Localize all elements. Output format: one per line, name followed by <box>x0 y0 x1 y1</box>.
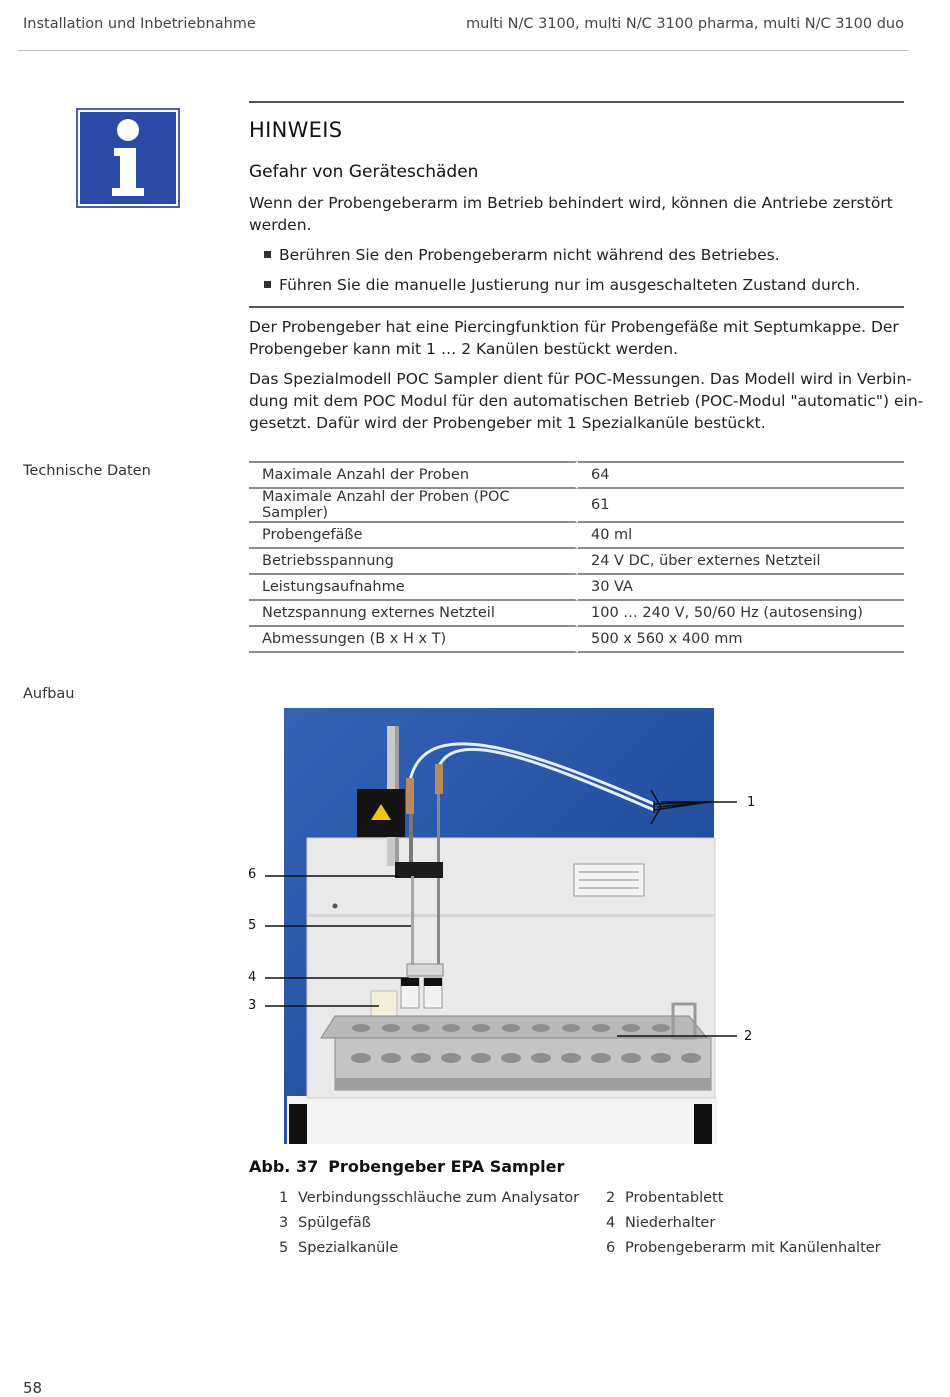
spec-key: Probengefäße <box>249 523 578 549</box>
legend-text-6: Probengeberarm mit Kanülenhalter <box>625 1240 881 1256</box>
spec-value: 24 V DC, über externes Netzteil <box>578 549 904 575</box>
legend-num-3: 3 <box>279 1215 289 1231</box>
spec-key: Maximale Anzahl der Proben <box>249 461 578 489</box>
callout-2: 2 <box>744 1029 753 1044</box>
sampler-photo <box>249 686 752 1144</box>
page-number: 58 <box>23 1379 43 1397</box>
notice-bullet-1: Berühren Sie den Probengeberarm nicht während des Betriebes. <box>264 246 780 264</box>
legend-num-1: 1 <box>279 1190 289 1206</box>
notice-title: HINWEIS <box>249 118 343 142</box>
spec-value: 64 <box>578 461 904 489</box>
table-row <box>249 627 904 653</box>
callout-1: 1 <box>747 795 756 810</box>
spec-key: Leistungsaufnahme <box>249 575 578 601</box>
legend-text-1: Verbindungsschläuche zum Analysator <box>298 1190 580 1206</box>
legend-text-5: Spezialkanüle <box>298 1240 399 1256</box>
notice-bottom-rule <box>249 306 904 308</box>
callout-6: 6 <box>248 867 257 882</box>
notice-bullet-2: Führen Sie die manuelle Justierung nur im ausgeschalteten Zustand durch. <box>264 276 860 294</box>
spec-value: 61 <box>578 489 904 523</box>
spec-key: Abmessungen (B x H x T) <box>249 627 578 653</box>
running-header-right: multi N/C 3100, multi N/C 3100 pharma, multi N/C 3100 duo <box>465 16 904 32</box>
figure-caption <box>249 1157 564 1176</box>
spec-value: 40 ml <box>578 523 904 549</box>
spec-value: 500 x 560 x 400 mm <box>578 627 904 653</box>
header-divider <box>18 50 908 51</box>
spec-key: Maximale Anzahl der Proben (POC Sampler) <box>249 489 578 523</box>
callout-4: 4 <box>248 970 257 985</box>
paragraph-1-line2: Probengeber kann mit 1 … 2 Kanülen bestückt werden. <box>249 340 678 358</box>
spec-table <box>249 461 904 653</box>
paragraph-1-line1: Der Probengeber hat eine Piercingfunktion für Probengefäße mit Septumkappe. Der <box>249 318 899 336</box>
table-row <box>249 549 904 575</box>
notice-subtitle: Gefahr von Geräteschäden <box>249 162 479 182</box>
legend-num-4: 4 <box>606 1215 616 1231</box>
callout-3: 3 <box>248 998 257 1013</box>
paragraph-2-line2: dung mit dem POC Modul für den automatischen Betrieb (POC-Modul "automatic") ein- <box>249 392 924 410</box>
table-row <box>249 489 904 523</box>
legend-num-5: 5 <box>279 1240 289 1256</box>
legend-text-2: Probentablett <box>625 1190 724 1206</box>
table-row <box>249 575 904 601</box>
notice-text-line1: Wenn der Probengeberarm im Betrieb behindert wird, können die Antriebe zerstört <box>249 194 893 212</box>
table-row <box>249 461 904 489</box>
table-row <box>249 601 904 627</box>
legend-text-4: Niederhalter <box>625 1215 716 1231</box>
side-label-technical-data: Technische Daten <box>23 463 151 479</box>
spec-value: 30 VA <box>578 575 904 601</box>
legend-num-6: 6 <box>606 1240 616 1256</box>
legend-num-2: 2 <box>606 1190 616 1206</box>
spec-key: Netzspannung externes Netzteil <box>249 601 578 627</box>
legend-text-3: Spülgefäß <box>298 1215 371 1231</box>
callout-5: 5 <box>248 918 257 933</box>
paragraph-2-line1: Das Spezialmodell POC Sampler dient für POC-Messungen. Das Modell wird in Verbin- <box>249 370 912 388</box>
notice-top-rule <box>249 101 904 103</box>
figure-title: Probengeber EPA Sampler <box>328 1157 565 1176</box>
running-header-left: Installation und Inbetriebnahme <box>23 16 256 32</box>
info-icon <box>76 108 180 208</box>
spec-value: 100 … 240 V, 50/60 Hz (autosensing) <box>578 601 904 627</box>
figure-number: Abb. 37 <box>249 1157 319 1176</box>
table-row <box>249 523 904 549</box>
notice-text-line2: werden. <box>249 216 312 234</box>
paragraph-2-line3: gesetzt. Dafür wird der Probengeber mit 1 Spezialkanüle bestückt. <box>249 414 766 432</box>
side-label-aufbau: Aufbau <box>23 686 75 702</box>
spec-key: Betriebsspannung <box>249 549 578 575</box>
